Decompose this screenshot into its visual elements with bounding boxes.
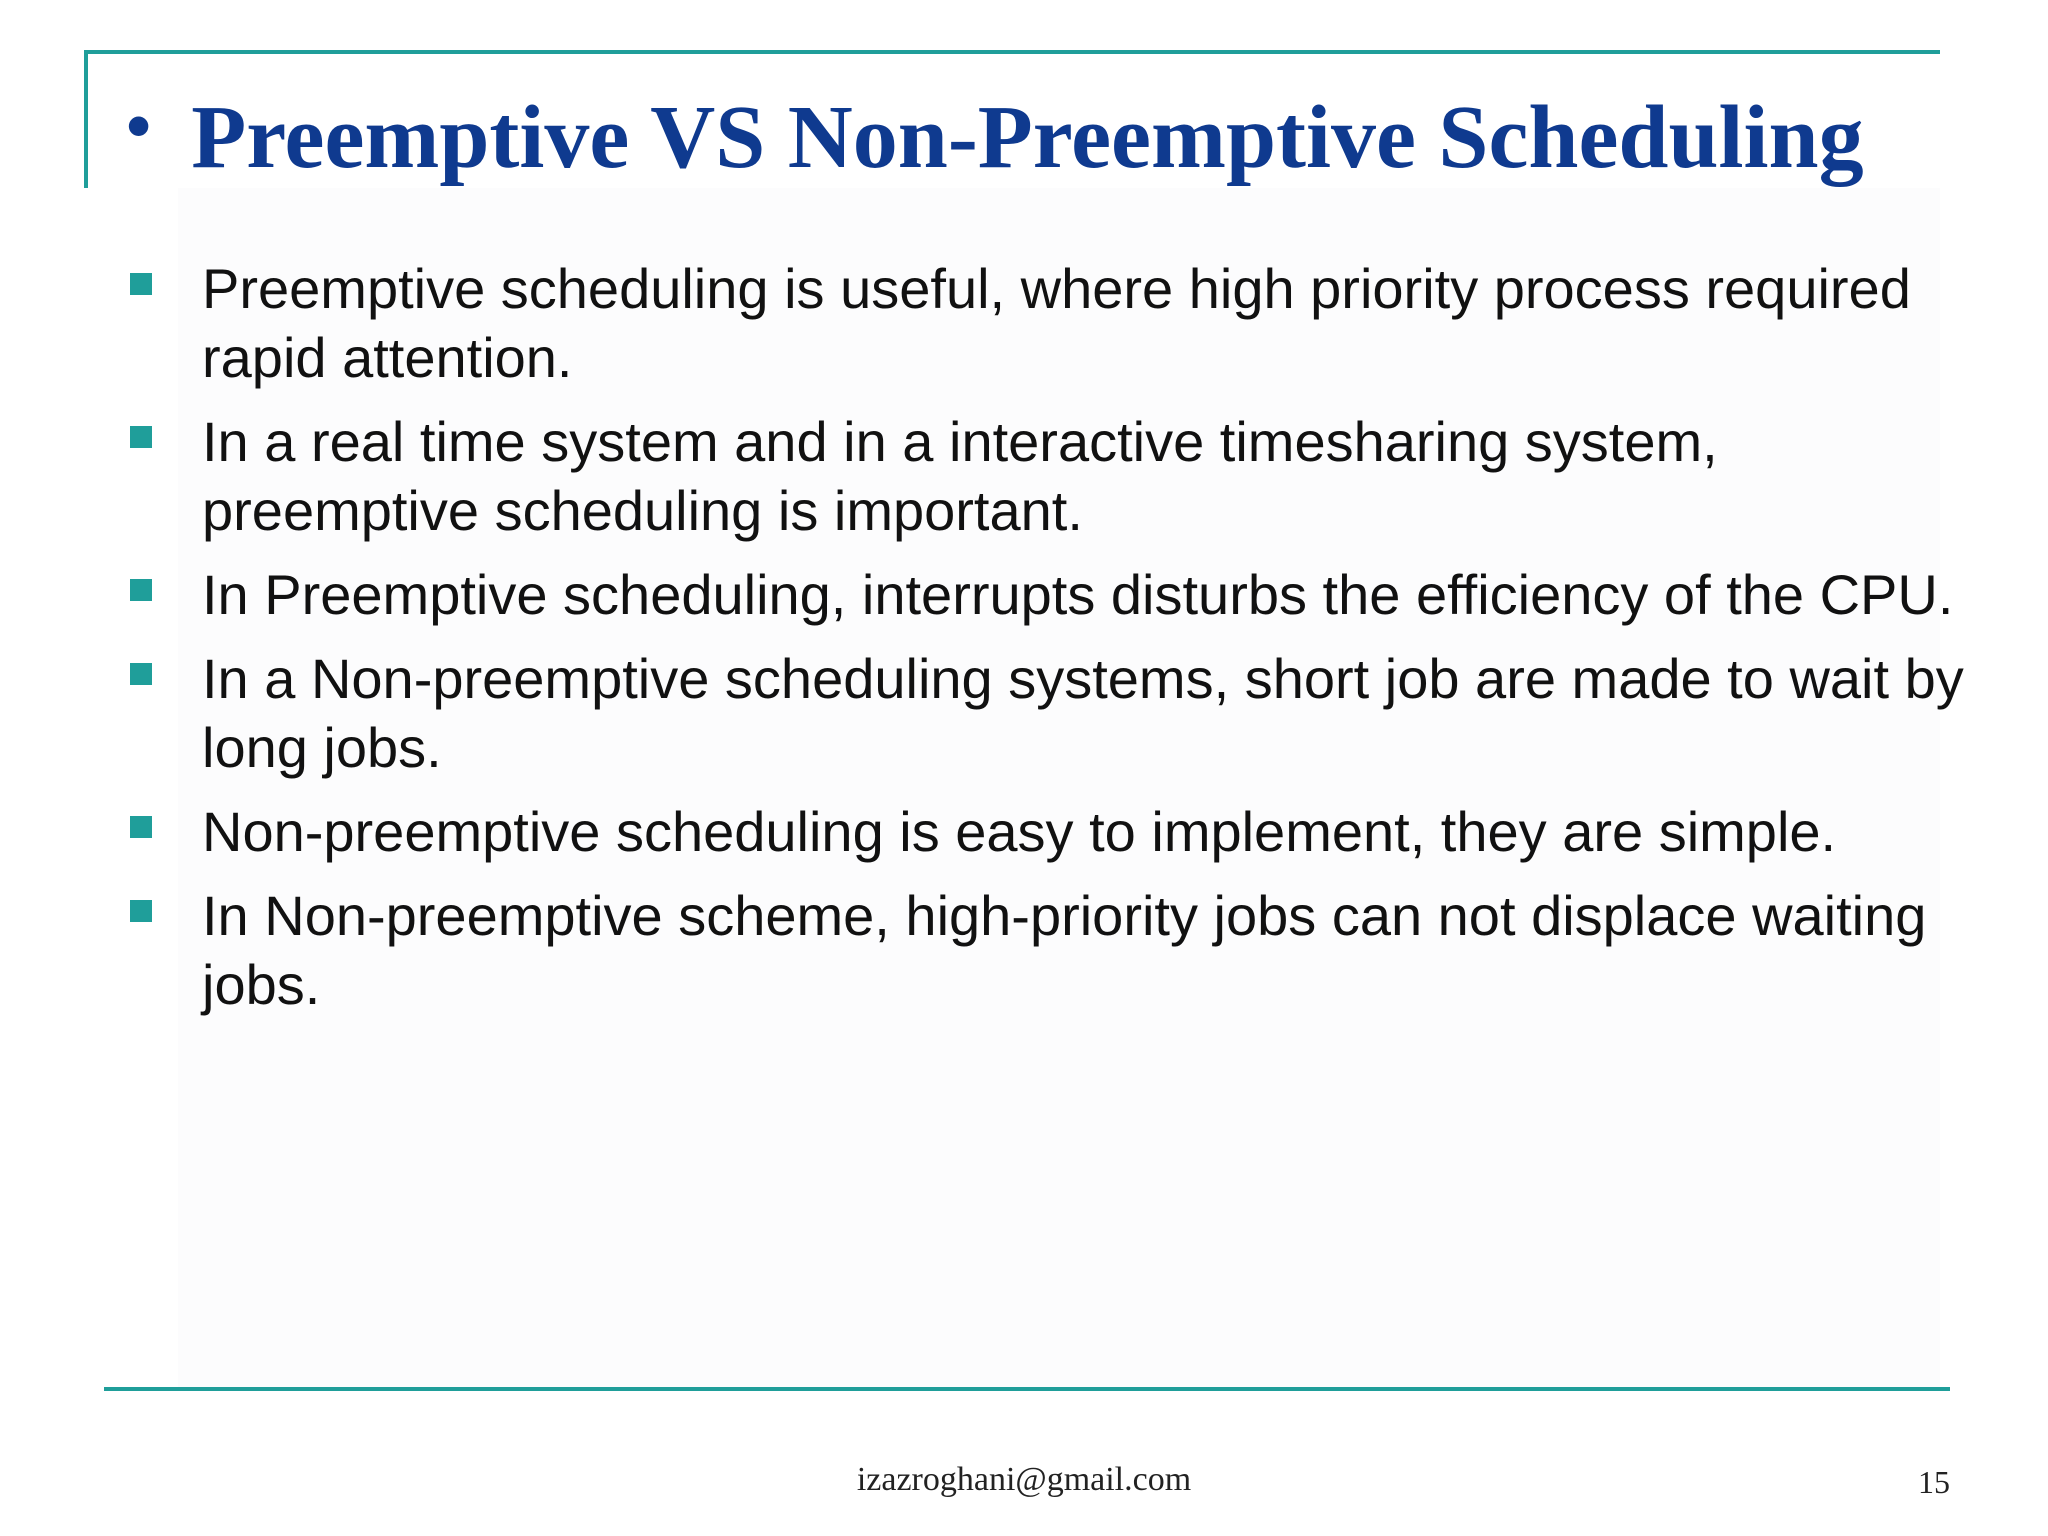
square-bullet-icon xyxy=(130,663,152,685)
square-bullet-icon xyxy=(130,273,152,295)
footer-email: izazroghani@gmail.com xyxy=(856,1461,1192,1498)
bullet-item xyxy=(120,644,1980,782)
bullet-text: Preemptive scheduling is useful, where high priority process required rapid attention. xyxy=(202,257,1911,389)
title-bullet: • xyxy=(126,86,152,166)
bullet-text: In Preemptive scheduling, interrupts disturbs the efficiency of the CPU. xyxy=(202,563,1954,626)
slide-title: Preemptive VS Non-Preemptive Scheduling xyxy=(191,88,1864,187)
bullet-text: In Non-preemptive scheme, high-priority jobs can not displace waiting jobs. xyxy=(202,884,1927,1016)
title-row xyxy=(126,78,1864,198)
bullet-text: In a Non-preemptive scheduling systems, short job are made to wait by long jobs. xyxy=(202,647,1964,779)
bullet-list xyxy=(120,254,1980,1034)
square-bullet-icon xyxy=(130,900,152,922)
square-bullet-icon xyxy=(130,426,152,448)
bullet-text: In a real time system and in a interactive timesharing system, preemptive scheduling is important. xyxy=(202,410,1718,542)
footer-rule xyxy=(104,1387,1950,1391)
bullet-item xyxy=(120,797,1980,866)
bullet-item xyxy=(120,254,1980,392)
bullet-item xyxy=(120,560,1980,629)
bullet-item xyxy=(120,407,1980,545)
page-number: 15 xyxy=(1918,1464,1950,1500)
square-bullet-icon xyxy=(130,816,152,838)
square-bullet-icon xyxy=(130,579,152,601)
bullet-item xyxy=(120,881,1980,1019)
bullet-text: Non-preemptive scheduling is easy to implement, they are simple. xyxy=(202,800,1837,863)
